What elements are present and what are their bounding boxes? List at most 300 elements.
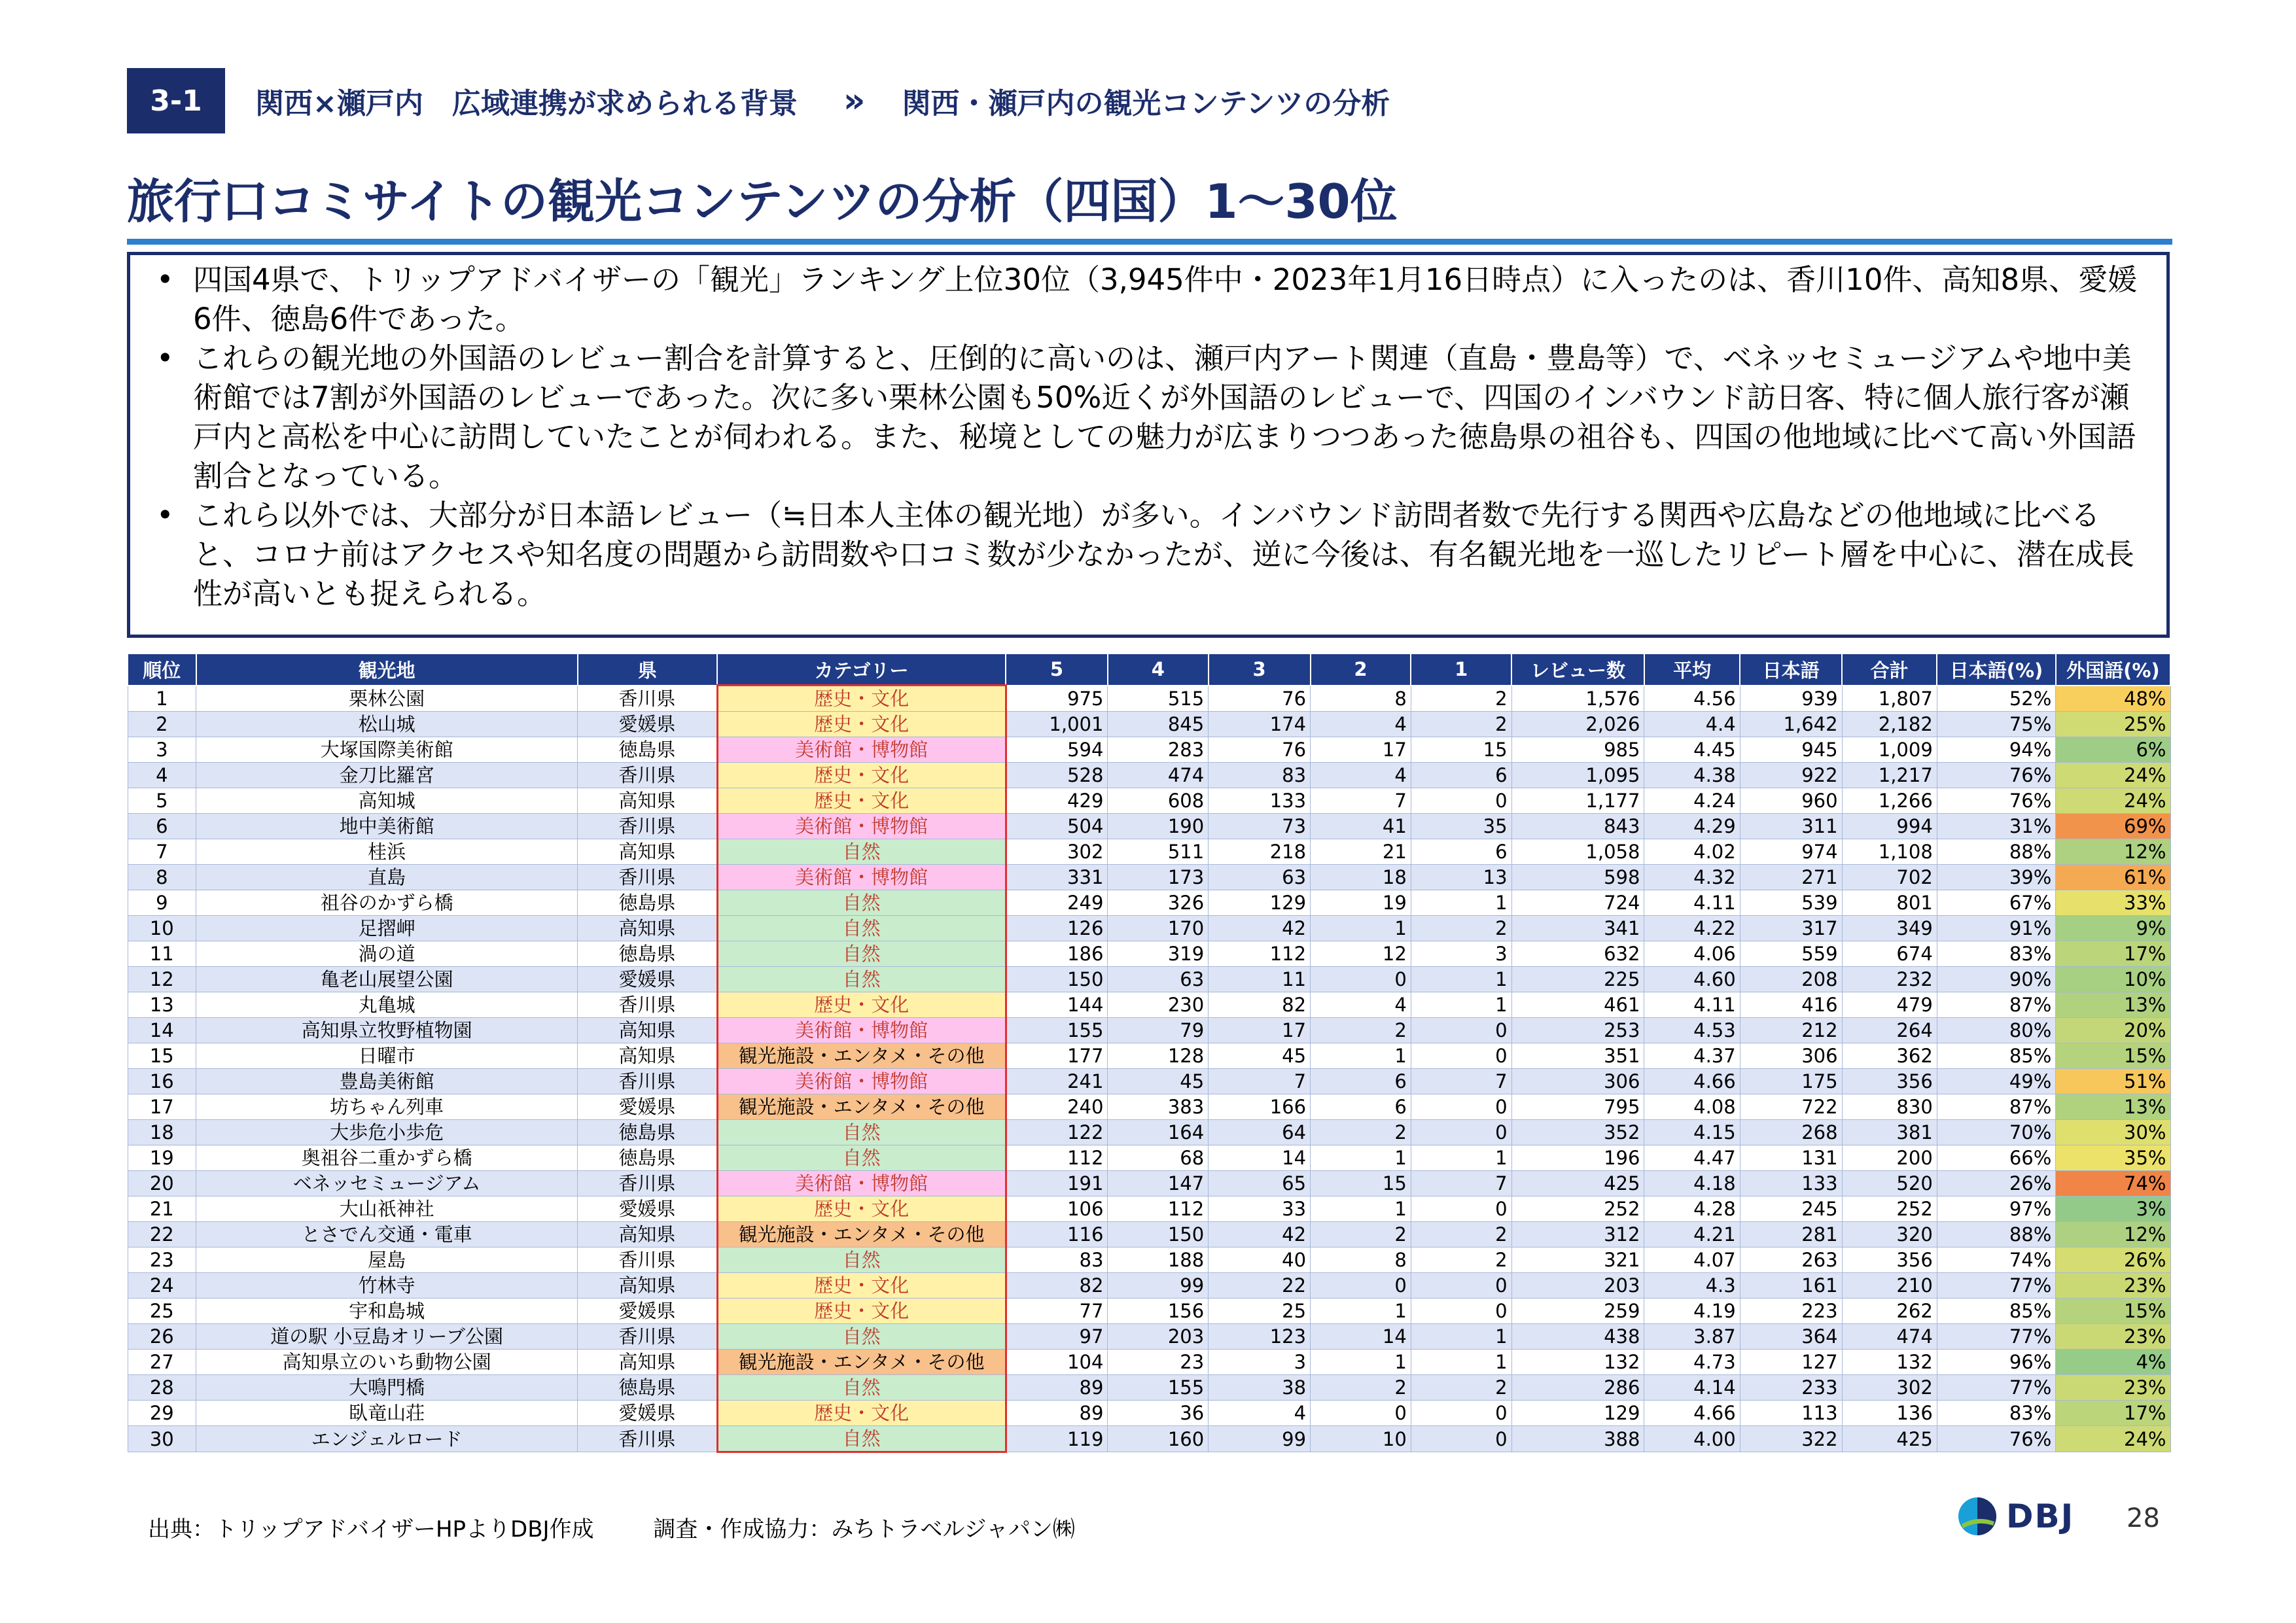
column-header: 5 [1006,654,1108,686]
table-cell: 4.11 [1644,992,1740,1018]
table-cell: 自然 [717,839,1006,865]
table-cell: 253 [1511,1018,1644,1043]
table-cell: 0 [1311,967,1411,992]
table-cell: 262 [1842,1299,1937,1324]
logo-text: DBJ [2006,1497,2075,1535]
table-cell: 939 [1740,686,1842,712]
table-cell: 12 [128,967,196,992]
table-row [128,1043,2170,1069]
table-cell: 金刀比羅宮 [196,763,578,788]
table-cell: 9 [128,890,196,916]
table-cell: 82 [1209,992,1311,1018]
table-cell: 974 [1740,839,1842,865]
table-cell: 1,108 [1842,839,1937,865]
table-cell: 80% [1937,1018,2056,1043]
table-cell: 922 [1740,763,1842,788]
table-cell: 1 [1411,1145,1511,1171]
table-cell: 383 [1108,1094,1209,1120]
table-row [128,712,2170,737]
table-cell: 67% [1937,890,2056,916]
table-cell: 112 [1006,1145,1108,1171]
table-cell: 64 [1209,1120,1311,1145]
table-cell: 香川県 [578,1069,718,1094]
table-cell: 240 [1006,1094,1108,1120]
chevron-right-icon: » [843,81,857,120]
table-cell: 225 [1511,967,1644,992]
table-cell: 320 [1842,1222,1937,1248]
table-cell: 高知県立牧野植物園 [196,1018,578,1043]
table-cell: 112 [1108,1196,1209,1222]
table-cell: 4.73 [1644,1350,1740,1375]
table-cell: 461 [1511,992,1644,1018]
table-cell: 10% [2056,967,2170,992]
table-cell: 10 [1311,1426,1411,1452]
table-cell: 15 [1311,1171,1411,1196]
table-cell: 724 [1511,890,1644,916]
table-cell: 18 [128,1120,196,1145]
table-cell: 945 [1740,737,1842,763]
table-cell: 2 [1411,1222,1511,1248]
table-cell: 4 [1311,712,1411,737]
table-body [128,686,2170,1452]
table-cell: 35% [2056,1145,2170,1171]
table-row [128,1222,2170,1248]
table-cell: 自然 [717,1120,1006,1145]
summary-bullet-3: • これら以外では、大部分が日本語レビュー（≒日本人主体の観光地）が多い。インバウンド訪問者数で先行する関西や広島などの他地域に比べると、コロナ前はアクセスや知名度の問題から訪問数や口コミ数が少なかったが、逆に今後は、有名観光地を一巡したリピート層を中心に、潜在成長性が高いとも捉えられる。 [156,496,2151,614]
table-cell: 271 [1740,865,1842,890]
table-cell: 4.18 [1644,1171,1740,1196]
table-cell: 77% [1937,1273,2056,1299]
table-cell: 960 [1740,788,1842,814]
table-cell: 高知県立のいち動物公園 [196,1350,578,1375]
table-cell: 0 [1411,1426,1511,1452]
table-cell: 桂浜 [196,839,578,865]
table-cell: 42 [1209,1222,1311,1248]
table-cell: 38 [1209,1375,1311,1401]
table-cell: 自然 [717,1145,1006,1171]
table-cell: 29 [128,1401,196,1426]
table-cell: 203 [1511,1273,1644,1299]
table-cell: 4.00 [1644,1426,1740,1452]
table-cell: 113 [1740,1401,1842,1426]
table-cell: 19 [128,1145,196,1171]
table-cell: 4% [2056,1350,2170,1375]
table-cell: 香川県 [578,865,718,890]
table-row [128,916,2170,941]
table-cell: 91% [1937,916,2056,941]
table-cell: 11 [128,941,196,967]
title-divider [127,239,2172,245]
table-cell: 21 [128,1196,196,1222]
table-cell: 3 [1209,1350,1311,1375]
dbj-logo [1956,1495,2074,1537]
table-cell: 106 [1006,1196,1108,1222]
table-cell: 77% [1937,1375,2056,1401]
table-row [128,1069,2170,1094]
table-cell: エンジェルロード [196,1426,578,1452]
table-cell: 観光施設・エンタメ・その他 [717,1222,1006,1248]
table-header-row [128,654,2170,686]
table-cell: 985 [1511,737,1644,763]
table-cell: 174 [1209,712,1311,737]
table-cell: 歴史・文化 [717,788,1006,814]
table-cell: 3 [1411,941,1511,967]
table-cell: 74% [1937,1248,2056,1273]
column-header: 合計 [1842,654,1937,686]
table-cell: 歴史・文化 [717,1401,1006,1426]
column-header: 県 [578,654,718,686]
column-header: 2 [1311,654,1411,686]
summary-bullet-2: • これらの観光地の外国語のレビュー割合を計算すると、圧倒的に高いのは、瀬戸内アート関連（直島・豊島等）で、ベネッセミュージアムや地中美術館では7割が外国語のレビューであった。次に多い栗林公園も50%近くが外国語のレビューで、四国のインバウンド訪日客、特に個人旅行客が瀬戸内と高松を中心に訪問していたことが伺われる。また、秘境としての魅力が広まりつつあった徳島県の祖谷も、四国の他地域に比べて高い外国語割合となっている。 [156,339,2151,496]
table-cell: 14 [1311,1324,1411,1350]
table-cell: 13 [1411,865,1511,890]
table-cell: 0 [1411,1273,1511,1299]
table-cell: 30 [128,1426,196,1452]
table-cell: 356 [1842,1069,1937,1094]
table-cell: 21 [1311,839,1411,865]
table-cell: 0 [1411,1196,1511,1222]
table-cell: 2,182 [1842,712,1937,737]
table-cell: 39% [1937,865,2056,890]
table-cell: 268 [1740,1120,1842,1145]
table-cell: 1,177 [1511,788,1644,814]
table-cell: 16 [128,1069,196,1094]
table-cell: 17% [2056,1401,2170,1426]
table-cell: 高知県 [578,1273,718,1299]
table-cell: 4.07 [1644,1248,1740,1273]
table-cell: 自然 [717,1426,1006,1452]
table-cell: 観光施設・エンタメ・その他 [717,1043,1006,1069]
table-cell: 283 [1108,737,1209,763]
table-cell: 17% [2056,941,2170,967]
table-cell: 598 [1511,865,1644,890]
table-cell: 133 [1740,1171,1842,1196]
table-cell: 23% [2056,1375,2170,1401]
table-cell: 14 [128,1018,196,1043]
table-cell: 徳島県 [578,1375,718,1401]
table-cell: 801 [1842,890,1937,916]
table-cell: 116 [1006,1222,1108,1248]
table-cell: 23 [128,1248,196,1273]
table-cell: 191 [1006,1171,1108,1196]
table-cell: 61% [2056,865,2170,890]
table-cell: 73 [1209,814,1311,839]
table-row [128,941,2170,967]
table-cell: 173 [1108,865,1209,890]
table-cell: 4 [128,763,196,788]
table-cell: 7 [1311,788,1411,814]
table-cell: 511 [1108,839,1209,865]
table-cell: 2 [1311,1018,1411,1043]
table-row [128,1324,2170,1350]
table-cell: 351 [1511,1043,1644,1069]
table-cell: 155 [1006,1018,1108,1043]
table-cell: 90% [1937,967,2056,992]
table-cell: 7 [128,839,196,865]
table-cell: 美術館・博物館 [717,1069,1006,1094]
table-cell: 83 [1006,1248,1108,1273]
table-cell: 49% [1937,1069,2056,1094]
table-cell: 4.14 [1644,1375,1740,1401]
table-cell: 自然 [717,916,1006,941]
table-cell: 24 [128,1273,196,1299]
table-cell: 栗林公園 [196,686,578,712]
table-cell: 83% [1937,941,2056,967]
table-cell: 36 [1108,1401,1209,1426]
table-cell: 4.28 [1644,1196,1740,1222]
table-cell: 愛媛県 [578,1196,718,1222]
table-cell: 25% [2056,712,2170,737]
table-row [128,865,2170,890]
table-cell: 奥祖谷二重かずら橋 [196,1145,578,1171]
table-cell: 131 [1740,1145,1842,1171]
table-row [128,992,2170,1018]
table-cell: 65 [1209,1171,1311,1196]
table-cell: 186 [1006,941,1108,967]
table-cell: 66% [1937,1145,2056,1171]
table-cell: 76 [1209,737,1311,763]
table-row [128,1094,2170,1120]
table-cell: 233 [1740,1375,1842,1401]
table-cell: 425 [1511,1171,1644,1196]
table-cell: 160 [1108,1426,1209,1452]
table-cell: 15 [128,1043,196,1069]
table-cell: 12% [2056,839,2170,865]
table-cell: 4.56 [1644,686,1740,712]
table-cell: 4.08 [1644,1094,1740,1120]
breadcrumb-parent: 関西×瀬戸内 広域連携が求められる背景 [255,87,798,120]
table-cell: 道の駅 小豆島オリーブ公園 [196,1324,578,1350]
table-cell: 341 [1511,916,1644,941]
table-cell: 25 [1209,1299,1311,1324]
table-cell: 8 [128,865,196,890]
table-cell: 45 [1108,1069,1209,1094]
table-cell: 539 [1740,890,1842,916]
table-cell: 愛媛県 [578,1401,718,1426]
table-cell: 144 [1006,992,1108,1018]
table-cell: 286 [1511,1375,1644,1401]
table-cell: 愛媛県 [578,1299,718,1324]
table-cell: 230 [1108,992,1209,1018]
table-cell: 0 [1411,1094,1511,1120]
table-cell: 7 [1411,1171,1511,1196]
table-cell: 香川県 [578,686,718,712]
table-cell: 4.4 [1644,712,1740,737]
table-cell: 264 [1842,1018,1937,1043]
table-cell: 82 [1006,1273,1108,1299]
table-cell: 徳島県 [578,1145,718,1171]
table-cell: 1,217 [1842,763,1937,788]
table-cell: 大歩危小歩危 [196,1120,578,1145]
table-cell: 亀老山展望公園 [196,967,578,992]
summary-bullet-1: • 四国4県で、トリップアドバイザーの「観光」ランキング上位30位（3,945件中・2023年1月16日時点）に入ったのは、香川10件、高知8県、愛媛6件、徳島6件であった。 [156,260,2151,339]
table-cell: 渦の道 [196,941,578,967]
table-cell: 17 [1311,737,1411,763]
table-cell: 15% [2056,1043,2170,1069]
table-row [128,1401,2170,1426]
table-cell: 89 [1006,1375,1108,1401]
table-cell: 99 [1209,1426,1311,1452]
table-cell: 83% [1937,1401,2056,1426]
table-cell: 4.66 [1644,1401,1740,1426]
table-cell: 8 [1311,1248,1411,1273]
column-header: 4 [1108,654,1209,686]
table-cell: 356 [1842,1248,1937,1273]
table-cell: 香川県 [578,1324,718,1350]
table-row [128,1018,2170,1043]
table-row [128,1145,2170,1171]
table-cell: 6 [1311,1069,1411,1094]
table-cell: 祖谷のかずら橋 [196,890,578,916]
table-cell: 164 [1108,1120,1209,1145]
table-cell: 23% [2056,1324,2170,1350]
table-cell: 2 [1411,686,1511,712]
table-cell: 自然 [717,941,1006,967]
table-cell: 4.19 [1644,1299,1740,1324]
table-cell: 12% [2056,1222,2170,1248]
table-cell: 歴史・文化 [717,992,1006,1018]
table-cell: 388 [1511,1426,1644,1452]
table-cell: 2 [1311,1120,1411,1145]
table-cell: 3.87 [1644,1324,1740,1350]
table-cell: 15% [2056,1299,2170,1324]
table-cell: 4.47 [1644,1145,1740,1171]
table-cell: 63 [1108,967,1209,992]
table-cell: 249 [1006,890,1108,916]
table-cell: 83 [1209,763,1311,788]
table-row [128,737,2170,763]
table-cell: 177 [1006,1043,1108,1069]
table-cell: 364 [1740,1324,1842,1350]
table-cell: 87% [1937,1094,2056,1120]
table-row [128,839,2170,865]
table-cell: 326 [1108,890,1209,916]
table-cell: 美術館・博物館 [717,1171,1006,1196]
table-cell: 24% [2056,1426,2170,1452]
table-cell: 0 [1311,1273,1411,1299]
table-cell: 13 [128,992,196,1018]
table-cell: 416 [1740,992,1842,1018]
table-cell: 27 [128,1350,196,1375]
table-cell: 自然 [717,890,1006,916]
table-cell: 6% [2056,737,2170,763]
table-cell: 9% [2056,916,2170,941]
table-cell: 104 [1006,1350,1108,1375]
table-cell: 3% [2056,1196,2170,1222]
table-cell: 4.53 [1644,1018,1740,1043]
table-cell: 97% [1937,1196,2056,1222]
column-header: 順位 [128,654,196,686]
table-cell: 425 [1842,1426,1937,1452]
table-cell: 830 [1842,1094,1937,1120]
table-row [128,1273,2170,1299]
table-cell: 85% [1937,1043,2056,1069]
table-cell: 8 [1311,686,1411,712]
table-cell: 1,009 [1842,737,1937,763]
table-cell: 0 [1311,1401,1411,1426]
table-cell: 26% [2056,1248,2170,1273]
table-cell: ベネッセミュージアム [196,1171,578,1196]
table-cell: 306 [1511,1069,1644,1094]
table-cell: 26% [1937,1171,2056,1196]
table-cell: 高知県 [578,1043,718,1069]
table-cell: 1 [128,686,196,712]
table-cell: 2 [1411,916,1511,941]
table-row [128,1375,2170,1401]
table-row [128,814,2170,839]
table-cell: 高知県 [578,1018,718,1043]
table-cell: 足摺岬 [196,916,578,941]
table-cell: 594 [1006,737,1108,763]
table-row [128,1196,2170,1222]
table-cell: 0 [1411,1299,1511,1324]
table-cell: 松山城 [196,712,578,737]
table-cell: 徳島県 [578,1120,718,1145]
table-cell: 5 [128,788,196,814]
table-cell: 147 [1108,1171,1209,1196]
table-cell: 17 [1209,1018,1311,1043]
table-cell: 795 [1511,1094,1644,1120]
table-cell: 241 [1006,1069,1108,1094]
table-cell: 96% [1937,1350,2056,1375]
table-cell: 1 [1311,1299,1411,1324]
table-cell: 559 [1740,941,1842,967]
table-cell: 12 [1311,941,1411,967]
table-cell: 20% [2056,1018,2170,1043]
table-cell: 352 [1511,1120,1644,1145]
table-row [128,1299,2170,1324]
table-cell: 香川県 [578,1171,718,1196]
table-cell: 210 [1842,1273,1937,1299]
table-cell: 331 [1006,865,1108,890]
table-cell: 88% [1937,839,2056,865]
table-cell: 479 [1842,992,1937,1018]
table-cell: 観光施設・エンタメ・その他 [717,1094,1006,1120]
table-cell: 200 [1842,1145,1937,1171]
table-cell: 45 [1209,1043,1311,1069]
table-cell: 212 [1740,1018,1842,1043]
table-cell: 245 [1740,1196,1842,1222]
table-cell: 13% [2056,992,2170,1018]
column-header: カテゴリー [717,654,1006,686]
table-cell: 99 [1108,1273,1209,1299]
table-cell: 大鳴門橋 [196,1375,578,1401]
table-cell: 40 [1209,1248,1311,1273]
table-cell: 香川県 [578,1248,718,1273]
table-cell: 高知県 [578,1222,718,1248]
table-cell: 674 [1842,941,1937,967]
table-cell: 愛媛県 [578,1094,718,1120]
section-number: 3-1 [127,68,225,133]
table-cell: 2 [1411,1248,1511,1273]
summary-box [127,252,2170,638]
page-number: 28 [2127,1503,2160,1533]
table-cell: 33% [2056,890,2170,916]
footer-source: 出典：トリップアドバイザーHPよりDBJ作成 [148,1516,594,1543]
table-cell: 4.45 [1644,737,1740,763]
table-cell: 4.02 [1644,839,1740,865]
table-cell: 臥竜山荘 [196,1401,578,1426]
table-cell: 252 [1842,1196,1937,1222]
footer-cooperation: 調査・作成協力：みちトラベルジャパン㈱ [653,1516,1075,1543]
table-cell: 高知城 [196,788,578,814]
table-cell: 自然 [717,1248,1006,1273]
table-cell: 311 [1740,814,1842,839]
table-cell: 126 [1006,916,1108,941]
table-row [128,1350,2170,1375]
table-row [128,1120,2170,1145]
table-cell: 608 [1108,788,1209,814]
